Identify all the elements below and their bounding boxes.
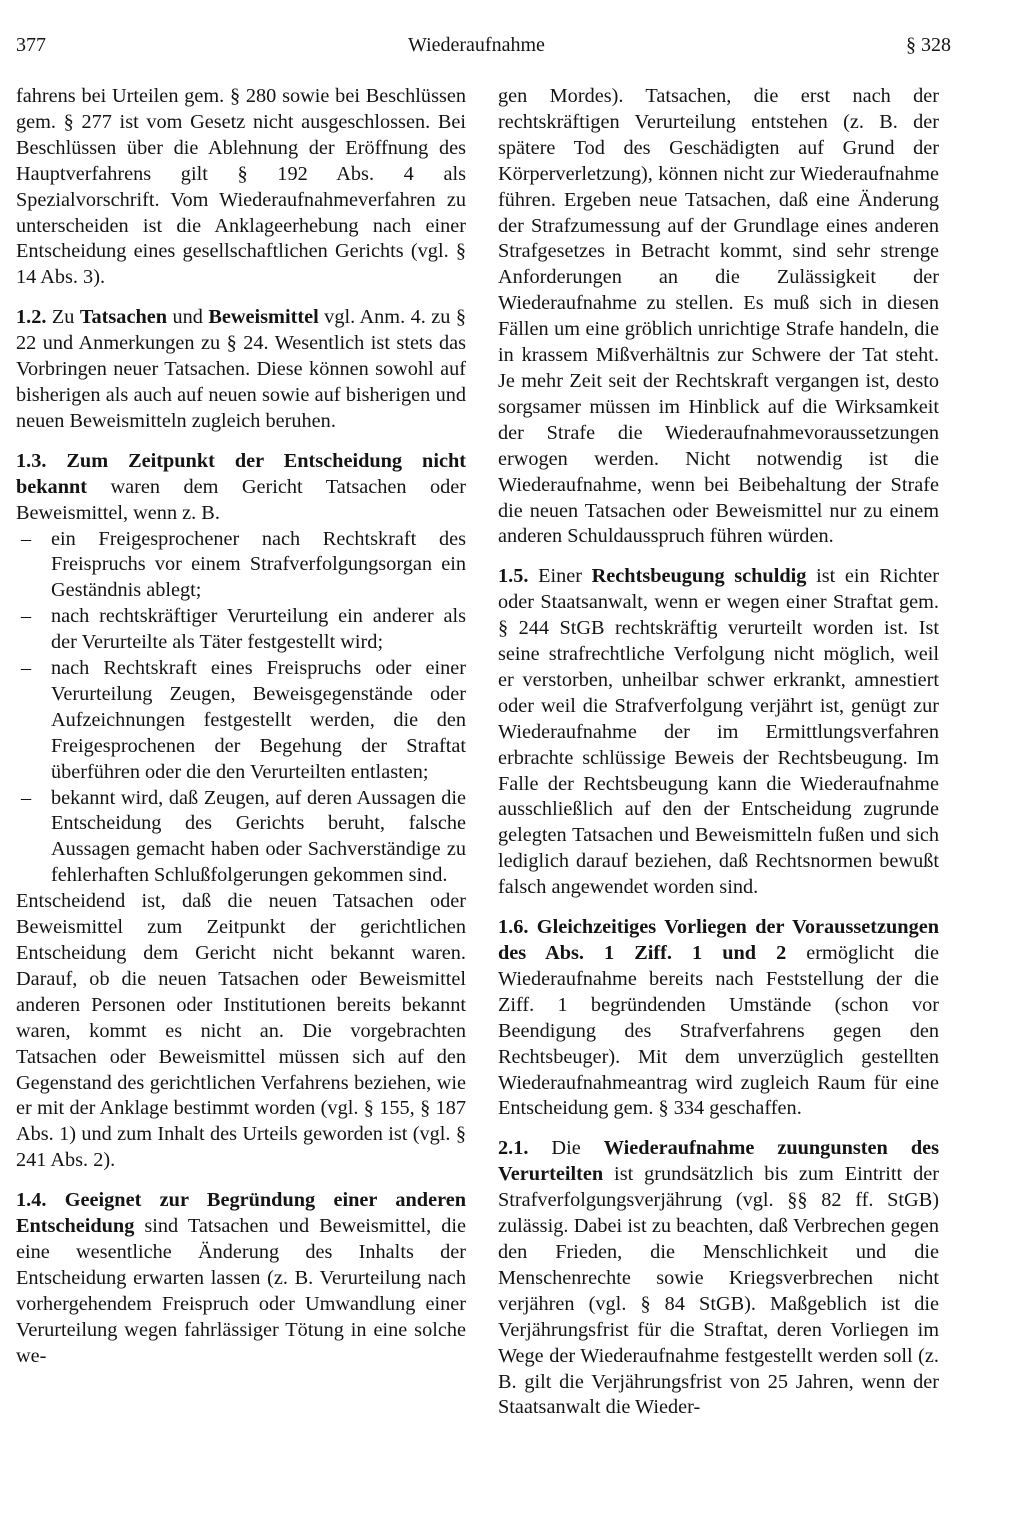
- section-number-1-6: 1.6.: [498, 916, 529, 939]
- section-1-5: [498, 564, 939, 901]
- section-number: § 328: [906, 34, 951, 56]
- paragraph-continuation: fahrens bei Urteilen gem. § 280 sowie bei Beschlüssen gem. § 277 ist vom Gesetz nicht ausgeschlossen. Bei Beschlüssen über die Ablehnung der Eröffnung des Hauptverfahrens gilt § 192 Abs. 4 als Spezialvorschrift. Vom Wiederaufnahmeverfahren zu unterscheiden ist die Anklageerhebung nach einer Entscheidung eines gesellschaftlichen Gerichts (vgl. § 14 Abs. 3).: [16, 85, 466, 289]
- section-1-4-text: sind Tatsachen und Beweismittel, die eine wesentliche Änderung des Inhalts der Entscheidung erwarten lassen (z. B. Verurteilung nach vorhergehendem Freispruch oder Umwandlung einer Verurteilung wegen fahrlässiger Tötung in eine solche we-: [16, 1215, 466, 1367]
- section-1-5-heading: Rechtsbeugung schuldig: [591, 565, 807, 588]
- running-header: [0, 34, 1024, 64]
- section-number-1-3: 1.3.: [16, 449, 47, 472]
- section-number-2-1: 2.1.: [498, 1137, 529, 1160]
- list-item: [16, 604, 466, 656]
- section-2-1-text: ist grundsätzlich bis zum Eintritt der Strafverfolgungsverjährung (vgl. §§ 82 ff. StGB) zulässig. Dabei ist zu beachten, daß Verbrechen gegen den Frieden, die Menschlichkeit und die Menschenrechte sowie Kriegsverbrechen nicht verjähren (vgl. § 84 StGB). Maßgeblich ist die Verjährungsfrist für die Straftat, deren Vorliegen im Wege der Wiederaufnahme festgestellt werden soll (z. B. gilt die Verjährungsfrist von 25 Jahren, wenn der Staatsanwalt die Wieder-: [498, 1163, 939, 1419]
- section-1-4: [16, 1188, 466, 1369]
- dash-bullet: –: [21, 657, 32, 680]
- section-number-1-2: 1.2.: [16, 306, 47, 329]
- section-1-3-heading: Zum Zeitpunkt der Entscheidung nicht bekannt: [16, 449, 466, 498]
- dash-bullet: –: [21, 527, 32, 550]
- term-beweismittel: Beweismittel: [208, 306, 319, 329]
- list-item: [16, 656, 466, 786]
- section-1-5-text-a: Einer: [528, 565, 592, 588]
- section-1-4-heading: Geeignet zur Begründung einer anderen Entscheidung: [16, 1189, 466, 1238]
- section-1-6: [498, 915, 939, 1122]
- section-number-1-4: 1.4.: [16, 1189, 47, 1212]
- list-item: [16, 786, 466, 890]
- section-2-1: [498, 1136, 939, 1421]
- section-1-2: [16, 305, 466, 435]
- section-1-3: [16, 449, 466, 527]
- right-column: [498, 84, 939, 1421]
- list-item: [16, 527, 466, 605]
- section-1-3-conclusion: Entscheidend ist, daß die neuen Tatsachen oder Beweismittel zum Zeitpunkt der gerichtlichen Entscheidung dem Gericht nicht bekannt waren. Darauf, ob die neuen Tatsachen oder Beweismittel anderen Personen oder Institutionen bereits bekannt waren, kommt es nicht an. Die vorgebrachten Tatsachen oder Beweismittel müssen sich auf den Gegenstand des gerichtlichen Verfahrens beziehen, wie er mit der Anklage bestimmt worden (vgl. § 155, § 187 Abs. 1) und zum Inhalt des Urteils geworden ist (vgl. § 241 Abs. 2).: [16, 890, 466, 1172]
- list-item-text: bekannt wird, daß Zeugen, auf deren Aussagen die Entscheidung des Gerichts beruht, falsche Aussagen gemacht haben oder Sachverständige zu fehlerhaften Schlußfolgerungen gekommen sind.: [51, 786, 466, 887]
- section-1-2-text-a: Zu: [46, 306, 80, 329]
- section-1-3-intro: waren dem Gericht Tatsachen oder Beweismittel, wenn z. B.: [16, 475, 466, 524]
- section-1-6-heading: Gleichzeitiges Vorliegen der Voraussetzungen des Abs. 1 Ziff. 1 und 2: [498, 916, 939, 964]
- dash-bullet: –: [21, 605, 32, 628]
- paragraph-continuation: gen Mordes). Tatsachen, die erst nach der rechtskräftigen Verurteilung entstehen (z. B. der spätere Tod des Geschädigten auf Grund der Körperverletzung), können nicht zur Wiederaufnahme führen. Ergeben neue Tatsachen, daß eine Änderung der Strafzumessung auf der Grundlage eines anderen Strafgesetzes in Betracht kommt, sind sehr strenge Anforderungen an die Zulässigkeit der Wiederaufnahme zu stellen. Es muß sich in diesen Fällen um eine gröblich unrichtige Strafe handeln, die in krassem Mißverhältnis zur Schwere der Tat steht. Je mehr Zeit seit der Rechtskraft vergangen ist, desto sorgsamer müssen im Hinblick auf die Wirksamkeit der Strafe die Wiederaufnahmevoraussetzungen erwogen werden. Nicht notwendig ist die Wiederaufnahme, wenn bei Beibehaltung der Strafe die neuen Tatsachen oder Beweismittel nur zu einem anderen Schuldausspruch führen würden.: [498, 85, 939, 548]
- section-1-5-text: ist ein Richter oder Staatsanwalt, wenn er wegen einer Straftat gem. § 244 StGB rechtskräftig verurteilt worden ist. Ist seine strafrechtliche Verfolgung nicht möglich, weil er verstorben, unheilbar schwer erkrankt, amnestiert oder weil die Strafverfolgung verjährt ist, genügt zur Wiederaufnahme der im Ermittlungsverfahren erbrachte schlüssige Beweis der Rechtsbeugung. Im Falle der Rechtsbeugung kann die Wiederaufnahme ausschließlich auf den der Entscheidung zugrunde gelegten Tatsachen und Beweismitteln fußen und sich lediglich darauf beziehen, daß Rechtsnormen bewußt falsch angewendet worden sind.: [498, 565, 939, 899]
- left-column: [16, 84, 466, 1370]
- list-item-text: nach rechtskräftiger Verurteilung ein anderer als der Verurteilte als Täter festgestellt wird;: [51, 605, 466, 654]
- section-1-2-text-c: vgl. Anm. 4. zu § 22 und Anmerkungen zu § 24. Wesentlich ist stets das Vorbringen neuer Tatsachen. Diese können sowohl auf bisherigen als auch auf neuen sowie auf bisherigen und neuen Beweismitteln zugleich beruhen.: [16, 306, 466, 432]
- term-tatsachen: Tatsachen: [79, 306, 168, 329]
- section-number-1-5: 1.5.: [498, 565, 529, 588]
- section-2-1-heading: Wiederaufnahme zuungunsten des Verurteilten: [498, 1137, 939, 1186]
- dash-bullet: –: [21, 786, 32, 809]
- running-title: Wiederaufnahme: [408, 34, 545, 56]
- example-list: [16, 527, 466, 890]
- section-2-1-text-a: Die: [528, 1137, 604, 1160]
- section-1-6-text: ermöglicht die Wiederaufnahme bereits nach Feststellung der die Ziff. 1 begründenden Umstände (schon vor Beendigung des Strafverfahrens gegen den Rechtsbeuger). Mit dem unverzüglich gestellten Wiederaufnahmeantrag wird zugleich Raum für eine Entscheidung gem. § 334 geschaffen.: [498, 942, 939, 1120]
- page-number: 377: [16, 34, 46, 56]
- section-1-2-text-b: und: [167, 306, 209, 329]
- list-item-text: ein Freigesprochener nach Rechtskraft des Freispruchs vor einem Strafverfolgungsorgan ein Geständnis ablegt;: [51, 527, 466, 602]
- list-item-text: nach Rechtskraft eines Freispruchs oder einer Verurteilung Zeugen, Beweisgegenstände oder Aufzeichnungen festgestellt werden, die den Freigesprochenen der Begehung der Straftat überführen oder die den Verurteilten entlasten;: [51, 657, 466, 783]
